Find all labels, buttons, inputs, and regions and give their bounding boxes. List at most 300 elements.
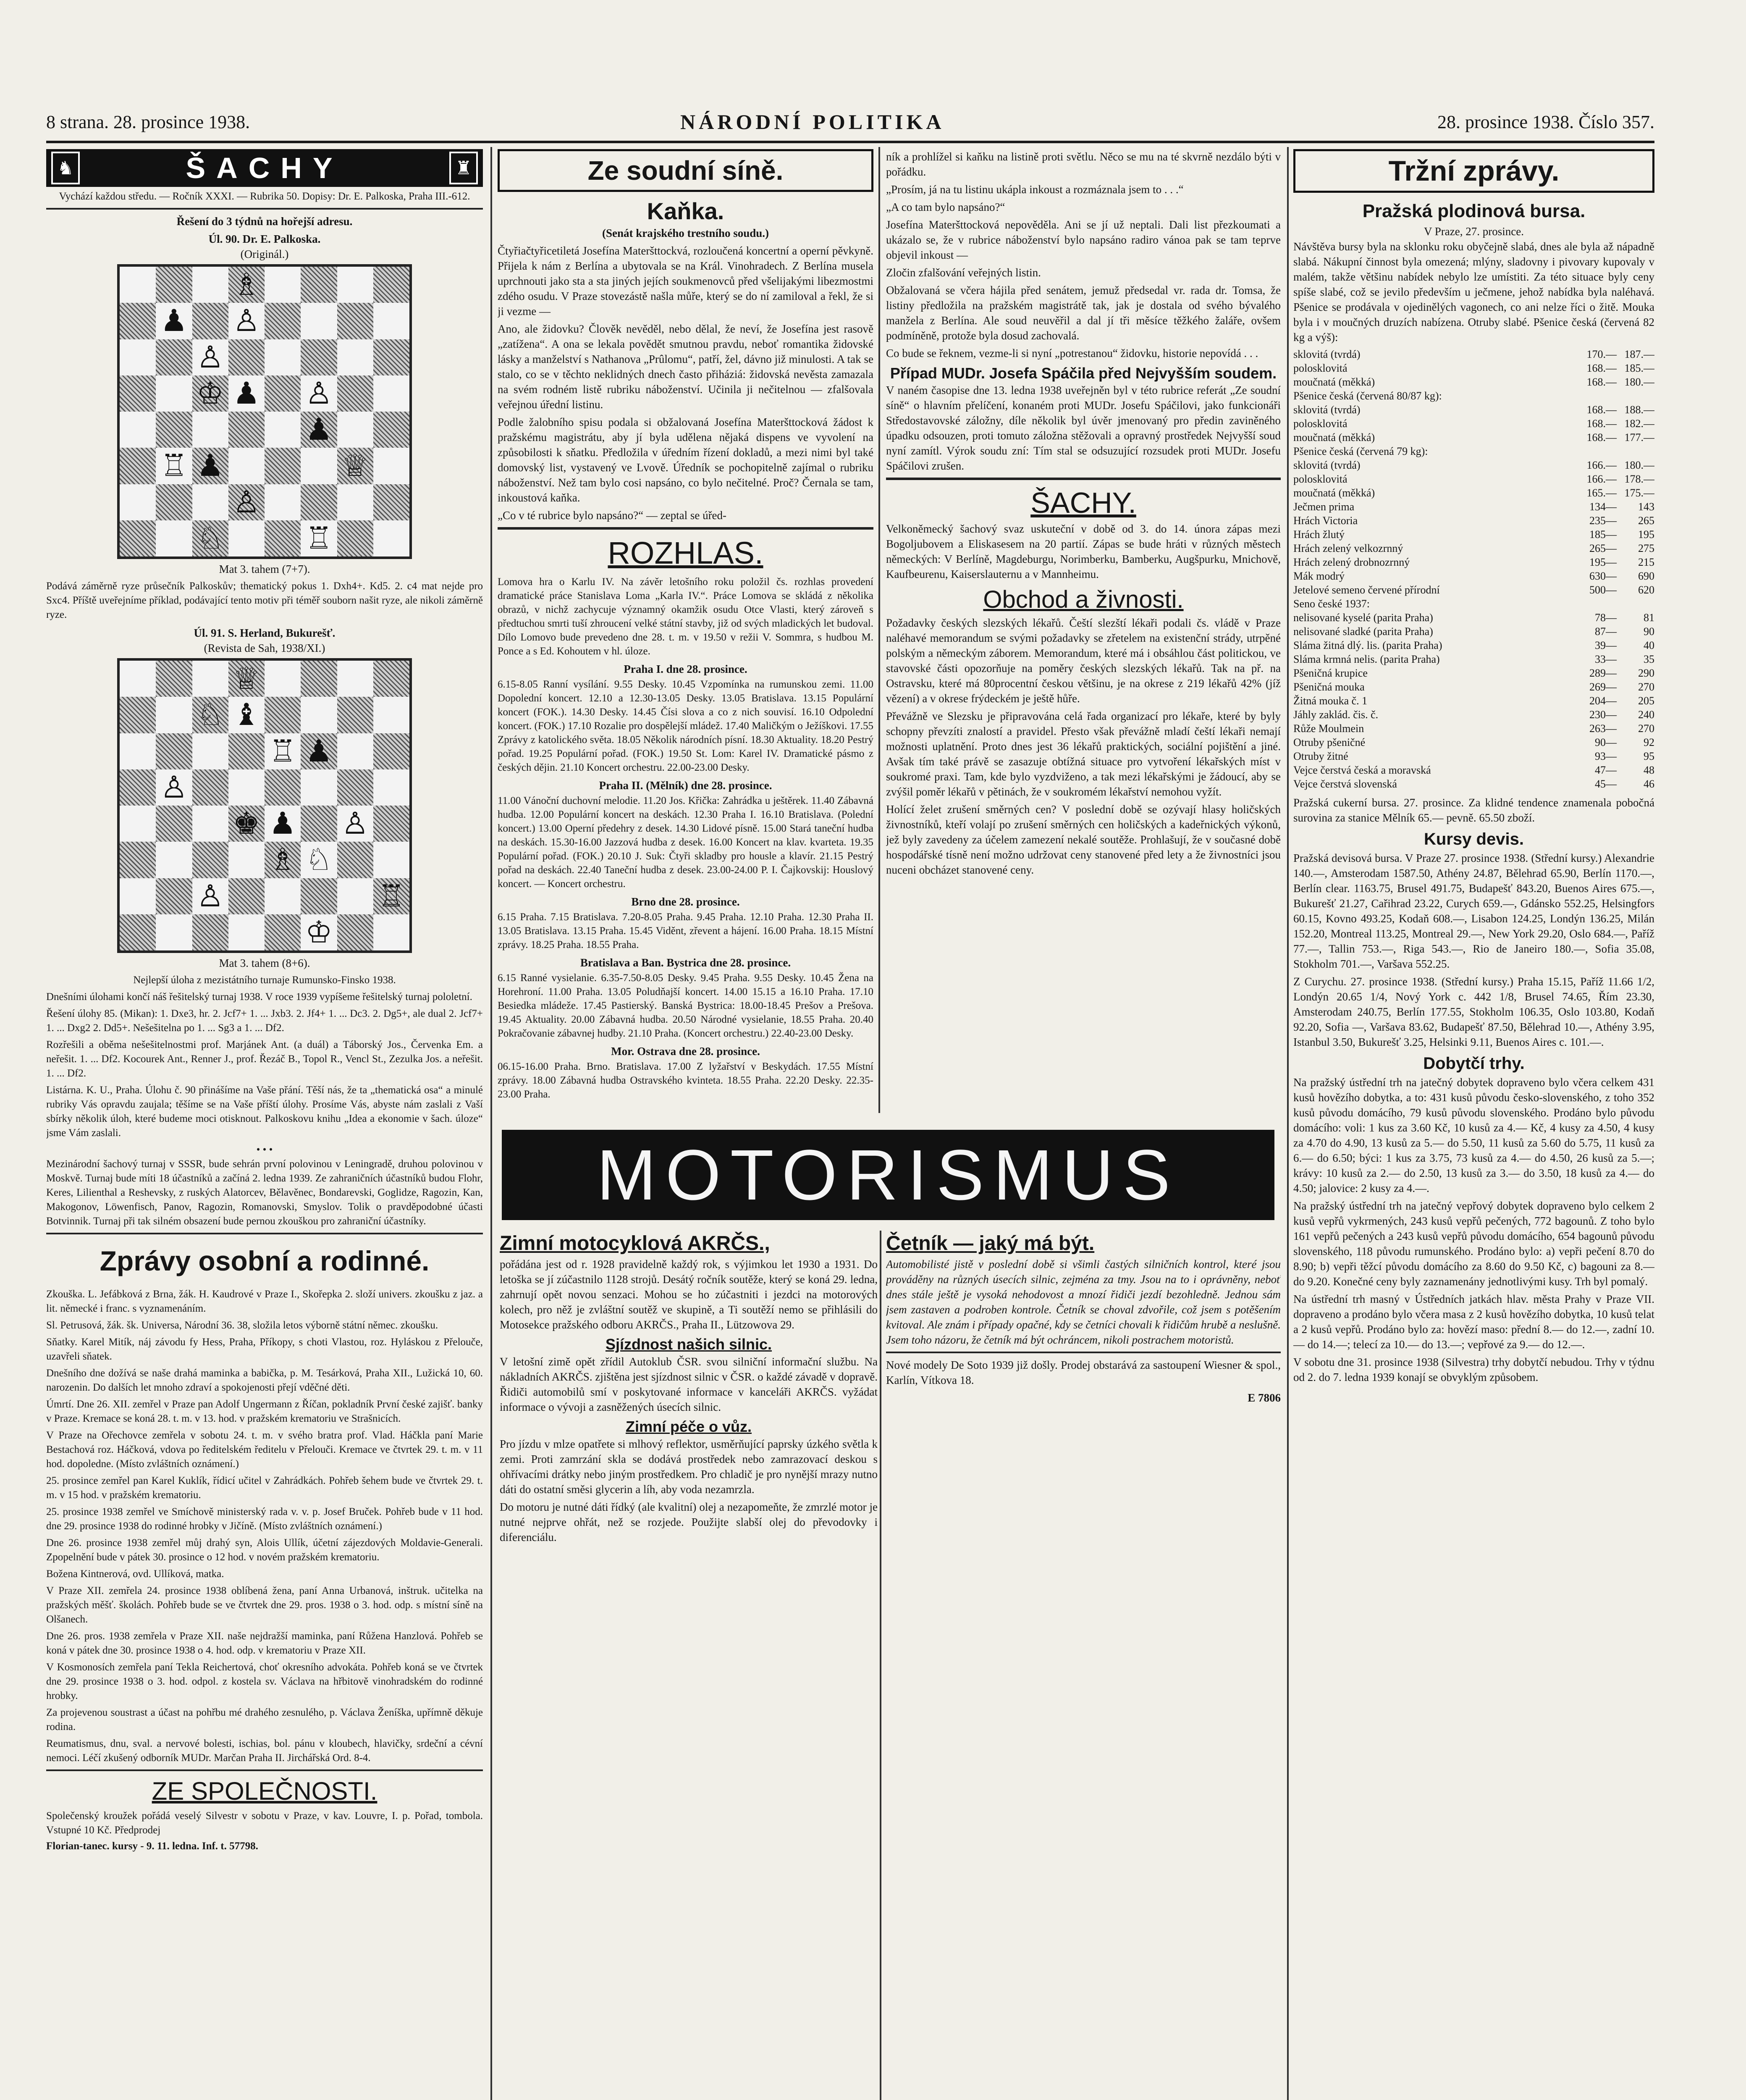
board-square (265, 375, 301, 412)
board-square (120, 375, 156, 412)
business-title: Obchod a živnosti. (983, 586, 1184, 613)
court-paragraph: „Co v té rubrice bylo napsáno?“ — zeptal se úřed- (498, 509, 727, 522)
problem90-sub: (Originál.) (240, 248, 289, 260)
board-square (228, 339, 265, 375)
price-row (1293, 500, 1654, 514)
chess-body-1: Dnešními úlohami končí náš řešitelský turnaj 1938. V roce 1939 vypíšeme řešitelský turnaj pololetní. (46, 991, 472, 1003)
board-square (337, 520, 373, 556)
price-name: moučnatá (měkká) (1293, 376, 1375, 388)
price-high: 290 (1638, 667, 1654, 679)
personal-news-title: Zprávy osobní a rodinné. (100, 1245, 430, 1276)
radio-station-head: Praha II. (Mělník) dne 28. prosince. (599, 779, 772, 792)
personal-news-item: Za projevenou soustrast a účast na pohřbu mé drahého zesnulého, p. Václava Ženíška, upřímně děkuje rodina. (46, 1707, 483, 1732)
column-motor-right (886, 1231, 1281, 2100)
price-high: 81 (1644, 612, 1654, 624)
price-name: nelisované sladké (parita Praha) (1293, 625, 1433, 638)
board-square (156, 733, 192, 769)
price-low: 500— (1589, 584, 1617, 596)
board-square (265, 914, 301, 950)
price-name: Otruby žitné (1293, 750, 1348, 762)
chess-emblem-icon: ♜ (449, 152, 478, 184)
chess-piece-icon: ♙ (233, 485, 260, 519)
header-left: 8 strana. 28. prosince 1938. (46, 112, 250, 132)
price-low: 204— (1589, 695, 1617, 707)
chess-piece-icon: ♟ (197, 449, 224, 483)
board-square (301, 339, 337, 375)
price-name: polosklovitá (1293, 417, 1348, 430)
price-row (1293, 417, 1654, 430)
problem91-sub: (Revista de Sah, 1938/XI.) (204, 642, 325, 654)
price-low: 195— (1589, 556, 1617, 568)
price-row (1293, 777, 1654, 791)
business-paragraph: Převážně ve Slezsku je připravována celá řada organizací pro lékaře, které by byly schopny převzíti znalostí a pravidel. Přesto však převážně mladí čeští lékaři nemají možnosti uplatnění. Proto dnes jest 36 lékařů praktických, sociální pojištění a jiné. Avšak tím také právě se zasazuje obtížná situace pro vytvoření lékařských míst v soukromé praxi. Tam, kde bylo vyzdviženo, a tak mezi lékařskými je žádoucí, aby se zvýšil poměr lékařů v pětinách, že v soukromém lékařství nemohou vyžít. (886, 710, 1281, 798)
chess-piece-icon: ♙ (305, 376, 333, 410)
price-high: 46 (1644, 778, 1654, 790)
price-high: 275 (1638, 542, 1654, 554)
board-square (120, 733, 156, 769)
board-square (301, 661, 337, 697)
board-square (156, 339, 192, 375)
board-square (373, 412, 409, 448)
problem91-head: Úl. 91. S. Herland, Bukurešť. (194, 627, 336, 639)
chess-piece-icon: ♟ (160, 304, 188, 338)
winter-care-title: Zimní péče o vůz. (625, 1418, 752, 1435)
chess-board-problem-91 (117, 658, 412, 953)
board-square (192, 842, 228, 878)
price-name: Seno české 1937: (1293, 598, 1370, 610)
price-row (1293, 708, 1654, 722)
column-motor-left (500, 1231, 878, 2100)
chess-piece-icon: ♙ (197, 340, 224, 374)
business-paragraph: Požadavky českých slezských lékařů. Čeští slezští lékaři podali čs. vládě v Praze naléhavé memorandum se svými požadavky se zřetelem na existenční strády, utrpěné polským a německým záborem. Memorandum, které má i obsáhlou část politickou, ve stavovské části opozorňuje na poměry českých slezských lékařů. Tak na př. na Ostravsku, které má 80procentní českou většinu, je na okrese z 219 lékařů 42% (jíž vězení) a v okrese frýdeckém je ještě hůře. (886, 617, 1281, 705)
board-square (373, 697, 409, 733)
personal-news-item: Dne 26. pros. 1938 zemřela v Praze XII. naše nejdražší maminka, paní Růžena Hanzlová. Pohřeb se koná v pátek dne 30. prosince 1938 o 4. hod. odp. v krematoriu v Praze XII. (46, 1630, 483, 1656)
board-square (337, 412, 373, 448)
board-square (265, 520, 301, 556)
board-square (228, 878, 265, 914)
board-square (337, 914, 373, 950)
price-name: sklovitá (tvrdá) (1293, 404, 1361, 416)
board-square (373, 267, 409, 303)
radio-program-list (498, 662, 873, 1101)
price-low (1579, 389, 1617, 403)
price-high: 240 (1638, 709, 1654, 721)
bursa-sub: V Praze, 27. prosince. (1424, 225, 1524, 238)
price-low: 134— (1589, 501, 1617, 513)
price-high: 180.— (1624, 459, 1654, 471)
board-square (337, 339, 373, 375)
board-square (228, 448, 265, 484)
chess-knight-icon: ♞ (51, 152, 80, 184)
personal-news-item: Sl. Petrusová, žák. šk. Universa, Národní 36. 38, složila letos výborně státní němec. zkoušku. (46, 1320, 438, 1331)
board-square (156, 914, 192, 950)
price-low: 230— (1589, 709, 1617, 721)
price-low: 78— (1595, 612, 1617, 624)
price-low: 87— (1595, 625, 1617, 638)
radio-station-head: Mor. Ostrava dne 28. prosince. (611, 1045, 760, 1058)
board-square (120, 661, 156, 697)
board-square (228, 769, 265, 806)
problem91-caption: Mat 3. tahem (8+6). (219, 957, 310, 969)
board-square (156, 661, 192, 697)
radio-station-program: 6.15 Praha. 7.15 Bratislava. 7.20-8.05 Praha. 9.45 Praha. 12.10 Praha. 12.30 Praha II. 13.05 Bratislava. 13.15 Praha. 15.45 Viděnt, zřevent a hájení. 16.00 Praha. 18.15 Místní zprávy. 18.25 Praha. 18.55 Praha. (498, 911, 873, 950)
price-row (1293, 347, 1654, 361)
price-name: sklovitá (tvrdá) (1293, 348, 1361, 360)
price-low: 93— (1595, 750, 1617, 762)
price-high: 182.— (1624, 417, 1654, 430)
personal-news-item: Dne 26. prosince 1938 zemřel můj drahý syn, Alois Ullík, účetní zájezdových Moldavie-Generali. Zpopelnění bude v pátek 30. prosince o 12 hod. v novém pražském krematoriu. (46, 1537, 483, 1563)
board-square (120, 412, 156, 448)
price-row (1293, 430, 1654, 444)
price-name: Otruby pšeničné (1293, 736, 1366, 748)
column-court-business (886, 149, 1281, 1124)
chess-body-2: Řešení úlohy 85. (Mikan): 1. Dxe3, hr. 2. Jcf7+ 1. ... Jxb3. 2. Jf4+ 1. ... Dc3. 2. Dg5+, ale dual 2. Jcf7+ 1. ... Dxg2 2. Dd5+. Nešešitelna po 1. ... Sg3 a 1. ... Df2. (46, 1008, 483, 1034)
price-low: 170.— (1586, 348, 1617, 360)
board-square (192, 267, 228, 303)
chess-piece-icon: ♖ (305, 521, 333, 555)
board-square (156, 484, 192, 520)
gendarme-title: Četník — jaký má být. (886, 1232, 1095, 1255)
society-title: ZE SPOLEČNOSTI. (152, 1777, 378, 1805)
chess-piece-icon: ♕ (341, 449, 369, 483)
price-name: Pšeničná krupice (1293, 667, 1368, 679)
price-high: 188.— (1624, 404, 1654, 416)
board-square (228, 520, 265, 556)
price-row (1293, 694, 1654, 708)
price-row (1293, 472, 1654, 486)
board-square (265, 769, 301, 806)
cattle-paragraph: Na pražský ústřední trh na jatečný dobytek dopraveno bylo včera celkem 431 kusů hovězího dobytka, a to: 431 kusů původu česko-slovenského, z toho 352 kusů původu domácího, 79 kusů původu slovenského. Prodáno bylo původu domácího: voli: 1 kus za 3.60 Kč, 10 kusů za 4.— Kč, 4 kusy za 4.50, 4 kusy za 4.70 do 4.90, 13 kusů za 5.— do 5.50, 11 kusů za 5.60 do 5.75, 11 kusů za 6.— do 6.50; býci: 1 kus za 3.75, 73 kusů za 4.— do 4.50, 26 kusů za 5.—; krávy: 10 kusů za 2.— do 2.50, 13 kusů za 3.— do 3.50, 18 kusů za 4.— do 4.50; jalovice: 2 kusy za 4.—. (1293, 1076, 1654, 1194)
price-row (1293, 514, 1654, 528)
price-high: 690 (1638, 570, 1654, 582)
price-low: 45— (1595, 778, 1617, 790)
board-square (265, 267, 301, 303)
price-high: 90 (1644, 625, 1654, 638)
board-square (192, 914, 228, 950)
chess-piece-icon: ♗ (233, 268, 260, 302)
price-row (1293, 722, 1654, 735)
board-square (301, 448, 337, 484)
price-low: 630— (1589, 570, 1617, 582)
price-low: 33— (1595, 653, 1617, 665)
price-low (1579, 597, 1617, 611)
price-row (1293, 541, 1654, 555)
price-row (1293, 569, 1654, 583)
business-paragraph: Holící želet zrušení směrných cen? V poslední době se ozývají hlasy holičských živnostníků, kteří volají po zrušení směrných cen holičských a kadeřnických výkonů, jež byly zavedeny za účelem zamezení nekalé soutěže. Prohlašují, že v současné době hospodářské tísně není možno udržovat ceny stanovené před lety a že živnostníci jsou nuceni obcházet stanovené ceny. (886, 803, 1281, 876)
desoto-tag: E 7806 (1248, 1391, 1281, 1404)
price-high: 180.— (1624, 376, 1654, 388)
price-row (1293, 403, 1654, 417)
board-square (265, 661, 301, 697)
price-row (1293, 444, 1654, 458)
chess-piece-icon: ♟ (269, 807, 296, 840)
court-paragraph: Obžalovaná se včera hájila před senátem, jemuž předsedal vr. rada dr. Tomsa, že listiny předložila na pražském magistrátě tak, jak je dostala od svého bývalého manžela z Berlína. Ale soud neuvěřil a dal jí tři měsíce těžkého žaláře, ovšem podmíněně, protože byla dosud zachovalá. (886, 284, 1281, 342)
board-square (265, 448, 301, 484)
price-name: Žitná mouka č. 1 (1293, 695, 1368, 707)
chess-body-5: Mezinárodní šachový turnaj v SSSR, bude sehrán první polovinou v Leningradě, druhou polovinou v Moskvě. Turnaj bude míti 18 účastníků a začíná 2. ledna 1939. Ze zahraničních účastníků budou Flohr, Keres, Lilienthal a Reshevsky, z ruských Alatorcev, Bělavěnec, Bondarevski, Goglidze, Ragozin, Kan, Makogonov, Löwenfisch, Panov, Ragozin, Romanovski, Smyslov. Tolik o pravděpodobné účasti Botvinnik. Turnaj při tak silném obsazení bude pernou zkouškou pro zahraniční účastníky. (46, 1158, 483, 1227)
price-name: Pšeničná mouka (1293, 681, 1365, 693)
board-square (265, 339, 301, 375)
price-low: 47— (1595, 764, 1617, 776)
court-paragraph: Co bude se řeknem, vezme-li si nyní „potrestanou“ židovku, historie nepovídá . . . (886, 347, 1258, 360)
board-square (156, 520, 192, 556)
board-square (337, 769, 373, 806)
price-name: Vejce čerstvá slovenská (1293, 778, 1397, 790)
problem90-head: Úl. 90. Dr. E. Palkoska. (208, 233, 321, 245)
board-square (120, 339, 156, 375)
court-paragraph: Čtyřiačtyřicetiletá Josefína Materšttockvá, rozloučená koncertní a operní pěvkyně. Přijela k nám z Berlína a ubytovala se na Král. Vinohradech. Z Berlína musela uprchnouti jako sta a sta jiných jejích soukmenovců před všelijakými libezmostmi zdého osudu. V Praze stovezástě našla můře, který se do ní zamiloval a řekl, že si ji vezme — (498, 244, 873, 318)
spacil-title: Případ MUDr. Josefa Spáčila před Nejvyšším soudem. (890, 365, 1277, 382)
board-square (337, 697, 373, 733)
board-square (373, 733, 409, 769)
board-square (337, 267, 373, 303)
board-square (373, 842, 409, 878)
board-square (337, 484, 373, 520)
price-high (1617, 444, 1654, 458)
bursa-title: Pražská plodinová bursa. (1362, 201, 1586, 221)
court-article (498, 243, 873, 523)
price-name: Hrách žlutý (1293, 528, 1345, 541)
akrcs-title: Zimní motocyklová AKRČS., (500, 1232, 770, 1255)
price-row (1293, 680, 1654, 694)
board-square (156, 842, 192, 878)
florian-ad: Florian-tanec. kursy - 9. 11. ledna. Inf. t. 57798. (46, 1840, 258, 1852)
personal-news-item: 25. prosince 1938 zemřel ve Smíchově ministerský rada v. v. p. Josef Bruček. Pohřeb bude v 11 hod. dne 29. prosince 1938 do rodinné hrobky v Jičíně. (Místo zvláštních oznámení.) (46, 1506, 483, 1532)
court-title: Ze soudní síně. (498, 149, 873, 192)
price-name: moučnatá (měkká) (1293, 487, 1375, 499)
price-row (1293, 528, 1654, 541)
price-name: Jáhly zaklád. čis. č. (1293, 709, 1379, 721)
radio-station-program: 06.15-16.00 Praha. Brno. Bratislava. 17.00 Z lyžařství v Beskydách. 17.55 Místní zprávy. 18.00 Zábavná hudba Ostravského kvinteta. 18.55 Praha. 22.20 Desky. 22.35-23.00 Praha. (498, 1061, 873, 1100)
board-square (373, 303, 409, 339)
radio-station-head: Brno dne 28. prosince. (631, 895, 740, 908)
price-row (1293, 361, 1654, 375)
chess-piece-icon: ♖ (160, 449, 188, 483)
board-square (120, 484, 156, 520)
board-square (120, 697, 156, 733)
personal-news-item: Sňatky. Karel Mitík, náj závodu fy Hess, Praha, Příkopy, s choti Vlastou, roz. Hyláskou z Přelouče, uzavřeli sňatek. (46, 1336, 483, 1362)
winter-care-text: Pro jízdu v mlze opatřete si mlhový reflektor, usměrňující paprsky úzkého světla k zemi. Proti zamrzání skla se dodává prostředek nebo zamrazovací deskou s ohřívacími drátky nebo jiným prostředkem. Pro chladič je pro nynější mrazy nutno dáti do ostatní směsi glycerin a líh, aby voda nezamrzla. (500, 1438, 878, 1496)
price-low: 90— (1595, 736, 1617, 748)
price-high: 270 (1638, 681, 1654, 693)
chess-piece-icon: ♟ (305, 734, 333, 768)
price-name: Vejce čerstvá česká a moravská (1293, 764, 1431, 776)
board-square (337, 375, 373, 412)
chess-news-text: Velkoněmecký šachový svaz uskuteční v době od 3. do 14. února zápas mezi Bogoljubovem a Eliskasesem na 20 partií. Zápas se bude hráti v různých městech německých: V Berlíně, Magdeburgu, Norimberku, Bamberku, Augšpurku, Mnichově, Kaufbeurenu, Kaiserslauternu a v Mannheimu. (886, 522, 1281, 580)
board-square (301, 267, 337, 303)
court-paragraph: Ano, ale židovku? Člověk nevěděl, nebo dělal, že neví, že Josefína jest rasově „zatížena“. A ona se lekala povědět smutnou pravdu, neboť romantika židovské lásky a manželství s Nathanova „Prûlomu“, patří, žel, dávno již minulosti. A tak se stalo, co se v těchto neklidných dnech často přiháziá: židovská nevěsta zamazala na svém rodném listě rubriku náboženství. Učinila ji nečitelnou — zfalšovala veřejnou úřední listinu. (498, 323, 873, 411)
chess-news-title: ŠACHY. (1030, 486, 1136, 519)
price-low: 166.— (1586, 473, 1617, 485)
personal-news-list (46, 1287, 483, 1765)
cattle-articles (1293, 1075, 1654, 1385)
price-low: 265— (1589, 542, 1617, 554)
board-square (337, 842, 373, 878)
price-name: Pšenice česká (červená 79 kg): (1293, 445, 1428, 457)
price-low: 165.— (1586, 487, 1617, 499)
board-square (373, 769, 409, 806)
price-high: 48 (1644, 764, 1654, 776)
radio-station-head: Praha I. dne 28. prosince. (624, 663, 747, 675)
court-paragraph: Zločin zfalšování veřejných listin. (886, 266, 1041, 279)
price-row (1293, 735, 1654, 749)
price-row (1293, 763, 1654, 777)
cattle-paragraph: V sobotu dne 31. prosince 1938 (Silvestra) trhy dobytčí nebudou. Trhy v týdnu od 2. do 7. ledna 1939 konají se obvyklým způsobem. (1293, 1356, 1654, 1383)
chess-piece-icon: ♘ (197, 698, 224, 732)
column-chess (46, 149, 483, 2100)
board-square (120, 448, 156, 484)
board-square (265, 484, 301, 520)
board-square (156, 878, 192, 914)
zurich-text: Z Curychu. 27. prosince 1938. (Střední kursy.) Praha 15.15, Paříž 11.66 1/2, Londýn 20.65 1/4, Nový York c. 442 1/8, Brusel 74.65, Řím 23.30, Amsterodam 240.75, Berlín 177.55, Stokholm 106.35, Oslo 103.80, Kodaň 92.20, Sofia —, Varšava 83.62, Budapešť 87.50, Bělehrad 10.—, Athény 3.95, Istanbul 3.50, Bukurešť 3.25, Helsinki 9.11, Buenos Aires c. 101.—. (1293, 975, 1654, 1048)
board-square (192, 484, 228, 520)
board-square (192, 303, 228, 339)
court-paragraph: Josefína Materšttocková nepověděla. Ani se jí už neptali. Dali list přezkoumati a ukázalo se, že v rubrice náboženství bylo napsáno radiro vánoa pak se tam teprve objevil inkoust — (886, 218, 1281, 261)
column-market (1293, 149, 1654, 2100)
price-name: Hrách Victoria (1293, 514, 1358, 527)
price-row (1293, 555, 1654, 569)
price-high: 265 (1638, 514, 1654, 527)
board-square (228, 412, 265, 448)
board-square (373, 375, 409, 412)
board-square (192, 661, 228, 697)
board-square (120, 303, 156, 339)
chess-piece-icon: ♕ (233, 662, 260, 696)
chess-title: ŠACHY (186, 152, 343, 184)
board-square (373, 806, 409, 842)
board-square (192, 733, 228, 769)
currency-text: Pražská devisová bursa. V Praze 27. prosince 1938. (Střední kursy.) Alexandrie 140.—, Amsterodam 1587.50, Athény 24.87, Bělehrad 65.90, Berlín 1170.—, Berlín clear. 1163.75, Brusel 491.75, Budapešť 843.20, Buenos Aires 675.—, Bukurešť 21.27, Cařihrad 23.22, Curych 659.—, Gdánsko 552.25, Helsingfors 60.15, Kovno 493.25, Kodaň 608.—, Lisabon 124.25, Londýn 136.25, Milán 152.20, Montreal 113.25, Montreal 29.—, New York 29.20, Oslo 684.—, Paříž 77.—, Tallin 753.—, Riga 543.—, Rio de Janeiro 180.—, Sofia 35.08, Stokholm 701.—, Varšava 552.25. (1293, 852, 1654, 970)
chess-piece-icon: ♘ (305, 843, 333, 877)
chess-body-3: Rozřešili a oběma nešešitelnostmi prof. Marjánek Ant. (a duál) a Táborský Jos., Červenka Em. a neřešit. 1. ... Df2. Kocourek Ant., Renner J., prof. Řezáč B., Topol R., Vencl St., Zezulka Jos. a neřešit. 1. ... Df2. (46, 1039, 483, 1079)
price-name: polosklovitá (1293, 362, 1348, 374)
chess-masthead: Vychází každou středu. — Ročník XXXI. — Rubrika 50. Dopisy: Dr. E. Palkoska, Praha III.-612. (59, 191, 470, 202)
price-name: Jetelové semeno červené přírodní (1293, 584, 1440, 596)
board-square (120, 520, 156, 556)
price-low: 289— (1589, 667, 1617, 679)
court-case-title: Kaňka. (647, 198, 724, 224)
price-name: Mák modrý (1293, 570, 1345, 582)
price-table (1293, 347, 1654, 791)
chess-piece-icon: ♟ (305, 413, 333, 446)
board-square (373, 914, 409, 950)
price-high (1617, 389, 1654, 403)
column-divider (878, 147, 880, 1113)
price-row (1293, 583, 1654, 597)
desoto-text: Nové modely De Soto 1939 již došly. Prodej obstarává za sastoupení Wiesner & spol., Karlín, Vítkova 18. (886, 1359, 1281, 1386)
chess-piece-icon: ♙ (160, 770, 188, 804)
price-row (1293, 389, 1654, 403)
board-square (192, 806, 228, 842)
board-square (301, 697, 337, 733)
court-article-continued (886, 149, 1281, 361)
price-high: 92 (1644, 736, 1654, 748)
price-name: polosklovitá (1293, 473, 1348, 485)
personal-news-item: V Kosmonosích zemřela paní Tekla Reichertová, choť okresního advokáta. Pohřeb koná se ve čtvrtek dne 29. prosince 1938 o 3. hod. odpol. z kostela sv. Václava na hřbitově vinohradském do rodinné hrobky. (46, 1662, 483, 1701)
masthead-title: NÁRODNÍ POLITIKA (680, 110, 945, 134)
board-square (373, 520, 409, 556)
chess-piece-icon: ♔ (305, 915, 333, 949)
price-name: Sláma žitná dlý. lis. (parita Praha) (1293, 639, 1442, 651)
price-low: 263— (1589, 722, 1617, 735)
price-high: 205 (1638, 695, 1654, 707)
column-court-radio (498, 149, 873, 1124)
problem91-note: Nejlepší úloha z mezistátního turnaje Rumunsko-Finsko 1938. (133, 974, 396, 986)
board-square (373, 484, 409, 520)
price-row (1293, 611, 1654, 625)
cattle-title: Dobytčí trhy. (1423, 1054, 1525, 1073)
price-row (1293, 652, 1654, 666)
price-low: 166.— (1586, 459, 1617, 471)
chess-piece-icon: ♟ (233, 376, 260, 410)
price-high: 177.— (1624, 431, 1654, 444)
personal-news-item: V Praze na Ořechovce zemřela v sobotu 24. t. m. v svého bratra prof. Vlad. Háčkla paní Marie Bestachová roz. Háčková, vdova po ředitelském ředitelu v Přelouči. Kremace ve čtvrtek 29. t. m. v 11 hod. dopoledne. (Místo zvláštních oznámení.) (46, 1430, 483, 1470)
problem90-caption: Mat 3. tahem (7+7). (219, 563, 310, 575)
radio-station-program: 6.15-8.05 Ranní vysílání. 9.55 Desky. 10.45 Vzpomínka na rumunskou zemi. 11.00 Dopolední koncert. 12.10 a 12.30-13.05 Desky. 13.05 Bratislava. 13.15 Populární koncert (FOK.). 14.30 Desky. 14.45 Čísi slova a co z nich souvisí. 16.10 Odpolední koncert. (FOK.) 17.10 Rozalie pro dospělejší mládež. 17.40 Maličkým o Ježíškovi. 17.55 Zprávy z katolického světa. 18.05 Několik národních písní. 18.30 Aktuality. 18.20 Pestrý pořad. 19.25 Populární pořad. (FOK.) 19.50 St. Lom: Karel IV. Dramatické pásmo z českých dějin. 21.10 Koncert orchestru. 22.00-23.00 Desky. (498, 679, 873, 773)
cattle-paragraph: Na pražský ústřední trh na jatečný vepřový dobytek dopraveno bylo celkem 2 kusů vepřů vykrmených, 243 kusů vepřů pečených, 772 bagounů. Z toho bylo 161 vepřů pečených a 243 kusů vepřů původu domácího, 654 bagounů původu slovenského, 118 původu rumunského. Prodáno bylo: a) vepři pečení 8.70 do 8.90; b) vepři těžcí původu domácího za 8.60 do 9.50 Kč, c) bagouni za 8.— do 9.20. Konečné ceny byly zaznamenány jednotlivými kusy. Trh byl pomalý. (1293, 1200, 1654, 1288)
price-low: 168.— (1586, 417, 1617, 430)
chess-body-4: Listárna. K. U., Praha. Úlohu č. 90 přinášíme na Vaše přání. Těší nás, že ta „thematická osa“ a minulé rubriky Vás opravdu zaujala; těšíme se na Vaše příští úlohy. Prosíme Vás, abyste nám zaslali z Vaší sbírky několik úloh, které budeme moci otisknout. Palkoskovu knihu „Idea a ekonomie v šach. úloze“ jsme Vám zaslali. (46, 1084, 483, 1139)
chess-piece-icon: ♙ (341, 807, 369, 840)
board-square (120, 769, 156, 806)
board-square (156, 806, 192, 842)
header-right: 28. prosince 1938. Číslo 357. (1437, 112, 1654, 132)
price-name: moučnatá (měkká) (1293, 431, 1375, 444)
price-row (1293, 375, 1654, 389)
chess-board-problem-90 (117, 264, 412, 559)
board-square (337, 661, 373, 697)
chess-piece-icon: ♚ (233, 807, 260, 840)
board-square (192, 769, 228, 806)
price-high: 620 (1638, 584, 1654, 596)
chess-piece-icon: ♔ (197, 376, 224, 410)
roads-title: Sjízdnost našich silnic. (605, 1336, 772, 1353)
chess-piece-icon: ♖ (378, 879, 405, 913)
board-square (265, 878, 301, 914)
chess-piece-icon: ♙ (197, 879, 224, 913)
board-square (228, 842, 265, 878)
price-name: Hrách zelený drobnozrnný (1293, 556, 1410, 568)
market-title: Tržní zprávy. (1293, 149, 1654, 193)
price-low: 185— (1589, 528, 1617, 541)
board-square (301, 484, 337, 520)
price-row (1293, 486, 1654, 500)
board-square (373, 661, 409, 697)
price-high: 195 (1638, 528, 1654, 541)
board-square (337, 733, 373, 769)
column-divider (1287, 147, 1289, 2100)
board-square (301, 878, 337, 914)
sugar-bursa: Pražská cukerní bursa. 27. prosince. Za klidné tendence znamenala pobočná surovina za stanice Mělník 65.— pevně. 65.50 zboží. (1293, 796, 1654, 824)
board-square (265, 303, 301, 339)
board-square (156, 267, 192, 303)
board-square (301, 303, 337, 339)
board-square (120, 806, 156, 842)
personal-news-item: Zkouška. L. Jefábková z Brna, žák. H. Kaudrové v Praze I., Skořepka 2. složí univers. zkoušku z jaz. a lit. německé i franc. s vyznamenáním. (46, 1289, 483, 1314)
radio-station-program: 6.15 Ranné vysielanie. 6.35-7.50-8.05 Desky. 9.45 Praha. 9.55 Desky. 10.45 Žena na Horehroní. 11.00 Praha. 13.05 Poludňajší koncert. 14.00 15.15 a 16.10 Praha. 17.10 Besiedka mládeže. 17.45 Pastierský. Banská Bystrica: 18.00-18.45 Prešov a Prešova. 19.45 Aktuality. 20.00 Zábavná hudba. 20.50 Národné vysielanie, 18.55 Praha. 20.40 Pokračovanie zábavnej hudby. 21.10 Praha. (Koncert orchestru.) 22.40-23.00 Desky. (498, 972, 873, 1039)
price-high: 143 (1638, 501, 1654, 513)
price-row (1293, 749, 1654, 763)
personal-news-item: 25. prosince zemřel pan Karel Kuklík, řídicí učitel v Zahrádkách. Pohřeb šehem bude ve čtvrtek 29. t. m. v 15 hod. v pražském krematoriu. (46, 1475, 483, 1501)
society-text: Společenský kroužek pořádá veselý Silvestr v sobotu v Praze, v kav. Louvre, I. p. Pořad, tombola. Vstupné 10 Kč. Předprodej (46, 1810, 483, 1836)
court-paragraph: Podle žalobního spisu podala si obžalovaná Josefína Materšttocková žádost k pražskému magistrátu, aby jí byla udělena nějaká dispens ve vyvolení na způsobilosti k sňatku. Předložila v úředním řízení dokladů, a mezi nimi byl také domovský list, vystavený ve Lvově. Úředník se pochopitelně zajímal o rubriku náboženství. Než tam bylo cosi napsáno, co bylo nečitelné. Proč? Černala se tam, inkoustová kaňka. (498, 416, 873, 504)
page-header (46, 107, 1654, 141)
price-low: 168.— (1586, 362, 1617, 374)
radio-station-head: Bratislava a Ban. Bystrica dne 28. prosince. (580, 956, 791, 969)
price-low: 39— (1595, 639, 1617, 651)
price-low: 168.— (1586, 404, 1617, 416)
price-high: 270 (1638, 722, 1654, 735)
